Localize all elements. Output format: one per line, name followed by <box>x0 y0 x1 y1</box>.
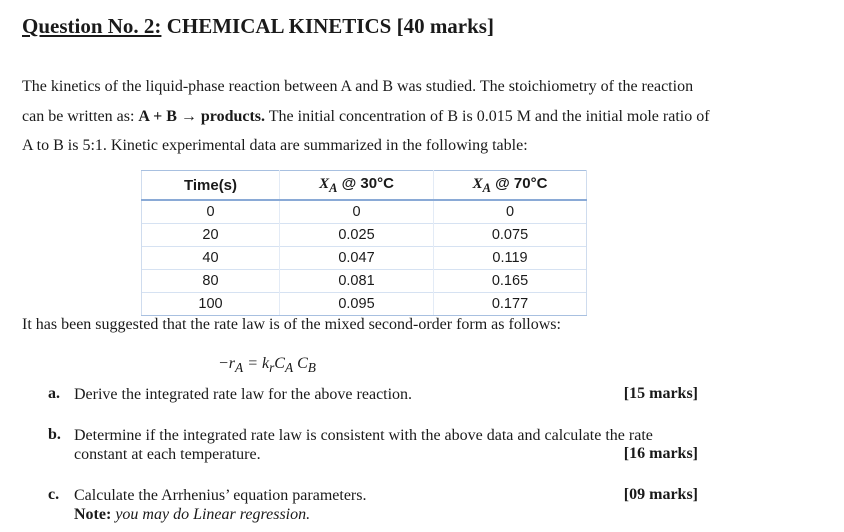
header-xa-70: $X_A$ @ 70°C <box>434 171 587 201</box>
intro-text-1: The kinetics of the liquid-phase reaction between A and B was studied. The stoichiometry of the reaction can be written as: <box>22 78 694 125</box>
reaction-equation: A + B → products. <box>138 107 266 125</box>
header-time: Time(s) <box>142 171 280 201</box>
question-c-marks: [09 marks] <box>623 486 698 503</box>
question-c-text: Calculate the Arrhenius’ equation parameters. <box>74 487 367 504</box>
question-b <box>48 426 698 466</box>
table-cell: 0.177 <box>434 293 587 316</box>
table-cell: 0.165 <box>434 270 587 293</box>
table-cell: 0 <box>434 200 587 224</box>
question-c-body <box>74 486 674 524</box>
question-a-marks: [15 marks] <box>623 385 698 402</box>
table-cell: 0 <box>280 200 434 224</box>
question-c-note <box>74 506 310 523</box>
question-b-label: b. <box>48 426 61 443</box>
table-cell: 0.119 <box>434 247 587 270</box>
question-heading <box>22 14 494 39</box>
rate-law-equation: $-r_A = k_rC_A$ $C_B$ <box>218 355 316 376</box>
kinetic-data-table <box>141 170 587 316</box>
question-c-label: c. <box>48 486 60 503</box>
table-row <box>142 200 587 224</box>
table-cell: 0.081 <box>280 270 434 293</box>
table-header-row <box>142 171 587 201</box>
table-cell: 0.075 <box>434 224 587 247</box>
header-xa-30: $X_A$ @ 30°C <box>280 171 434 201</box>
table-cell: 0.047 <box>280 247 434 270</box>
question-b-text: Determine if the integrated rate law is consistent with the above data and calculate the rate constant at each temperature. <box>74 427 653 463</box>
table-row <box>142 224 587 247</box>
note-label: Note: <box>74 506 112 523</box>
question-c <box>48 486 698 526</box>
intro-text-2: The initial concentration of B is 0.015 M and the initial mole ratio of A to B is 5:1. Kinetic experimental data are summarized in the following table: <box>22 107 710 154</box>
table-cell: 0.095 <box>280 293 434 316</box>
question-title: CHEMICAL KINETICS [40 marks] <box>161 14 494 38</box>
table-row <box>142 247 587 270</box>
table-cell: 20 <box>142 224 280 247</box>
table-row <box>142 270 587 293</box>
intro-paragraph <box>22 72 712 161</box>
table-cell: 80 <box>142 270 280 293</box>
table-row <box>142 293 587 316</box>
table-cell: 100 <box>142 293 280 316</box>
question-a-label: a. <box>48 385 60 402</box>
question-number: Question No. 2: <box>22 14 162 38</box>
question-b-marks: [16 marks] <box>623 445 698 462</box>
rate-law-suggestion: It has been suggested that the rate law is of the mixed second-order form as follows: <box>22 316 561 333</box>
table-cell: 0.025 <box>280 224 434 247</box>
question-a-text: Derive the integrated rate law for the above reaction. <box>74 386 413 403</box>
note-text: you may do Linear regression. <box>111 506 311 523</box>
table-cell: 0 <box>142 200 280 224</box>
table-cell: 40 <box>142 247 280 270</box>
